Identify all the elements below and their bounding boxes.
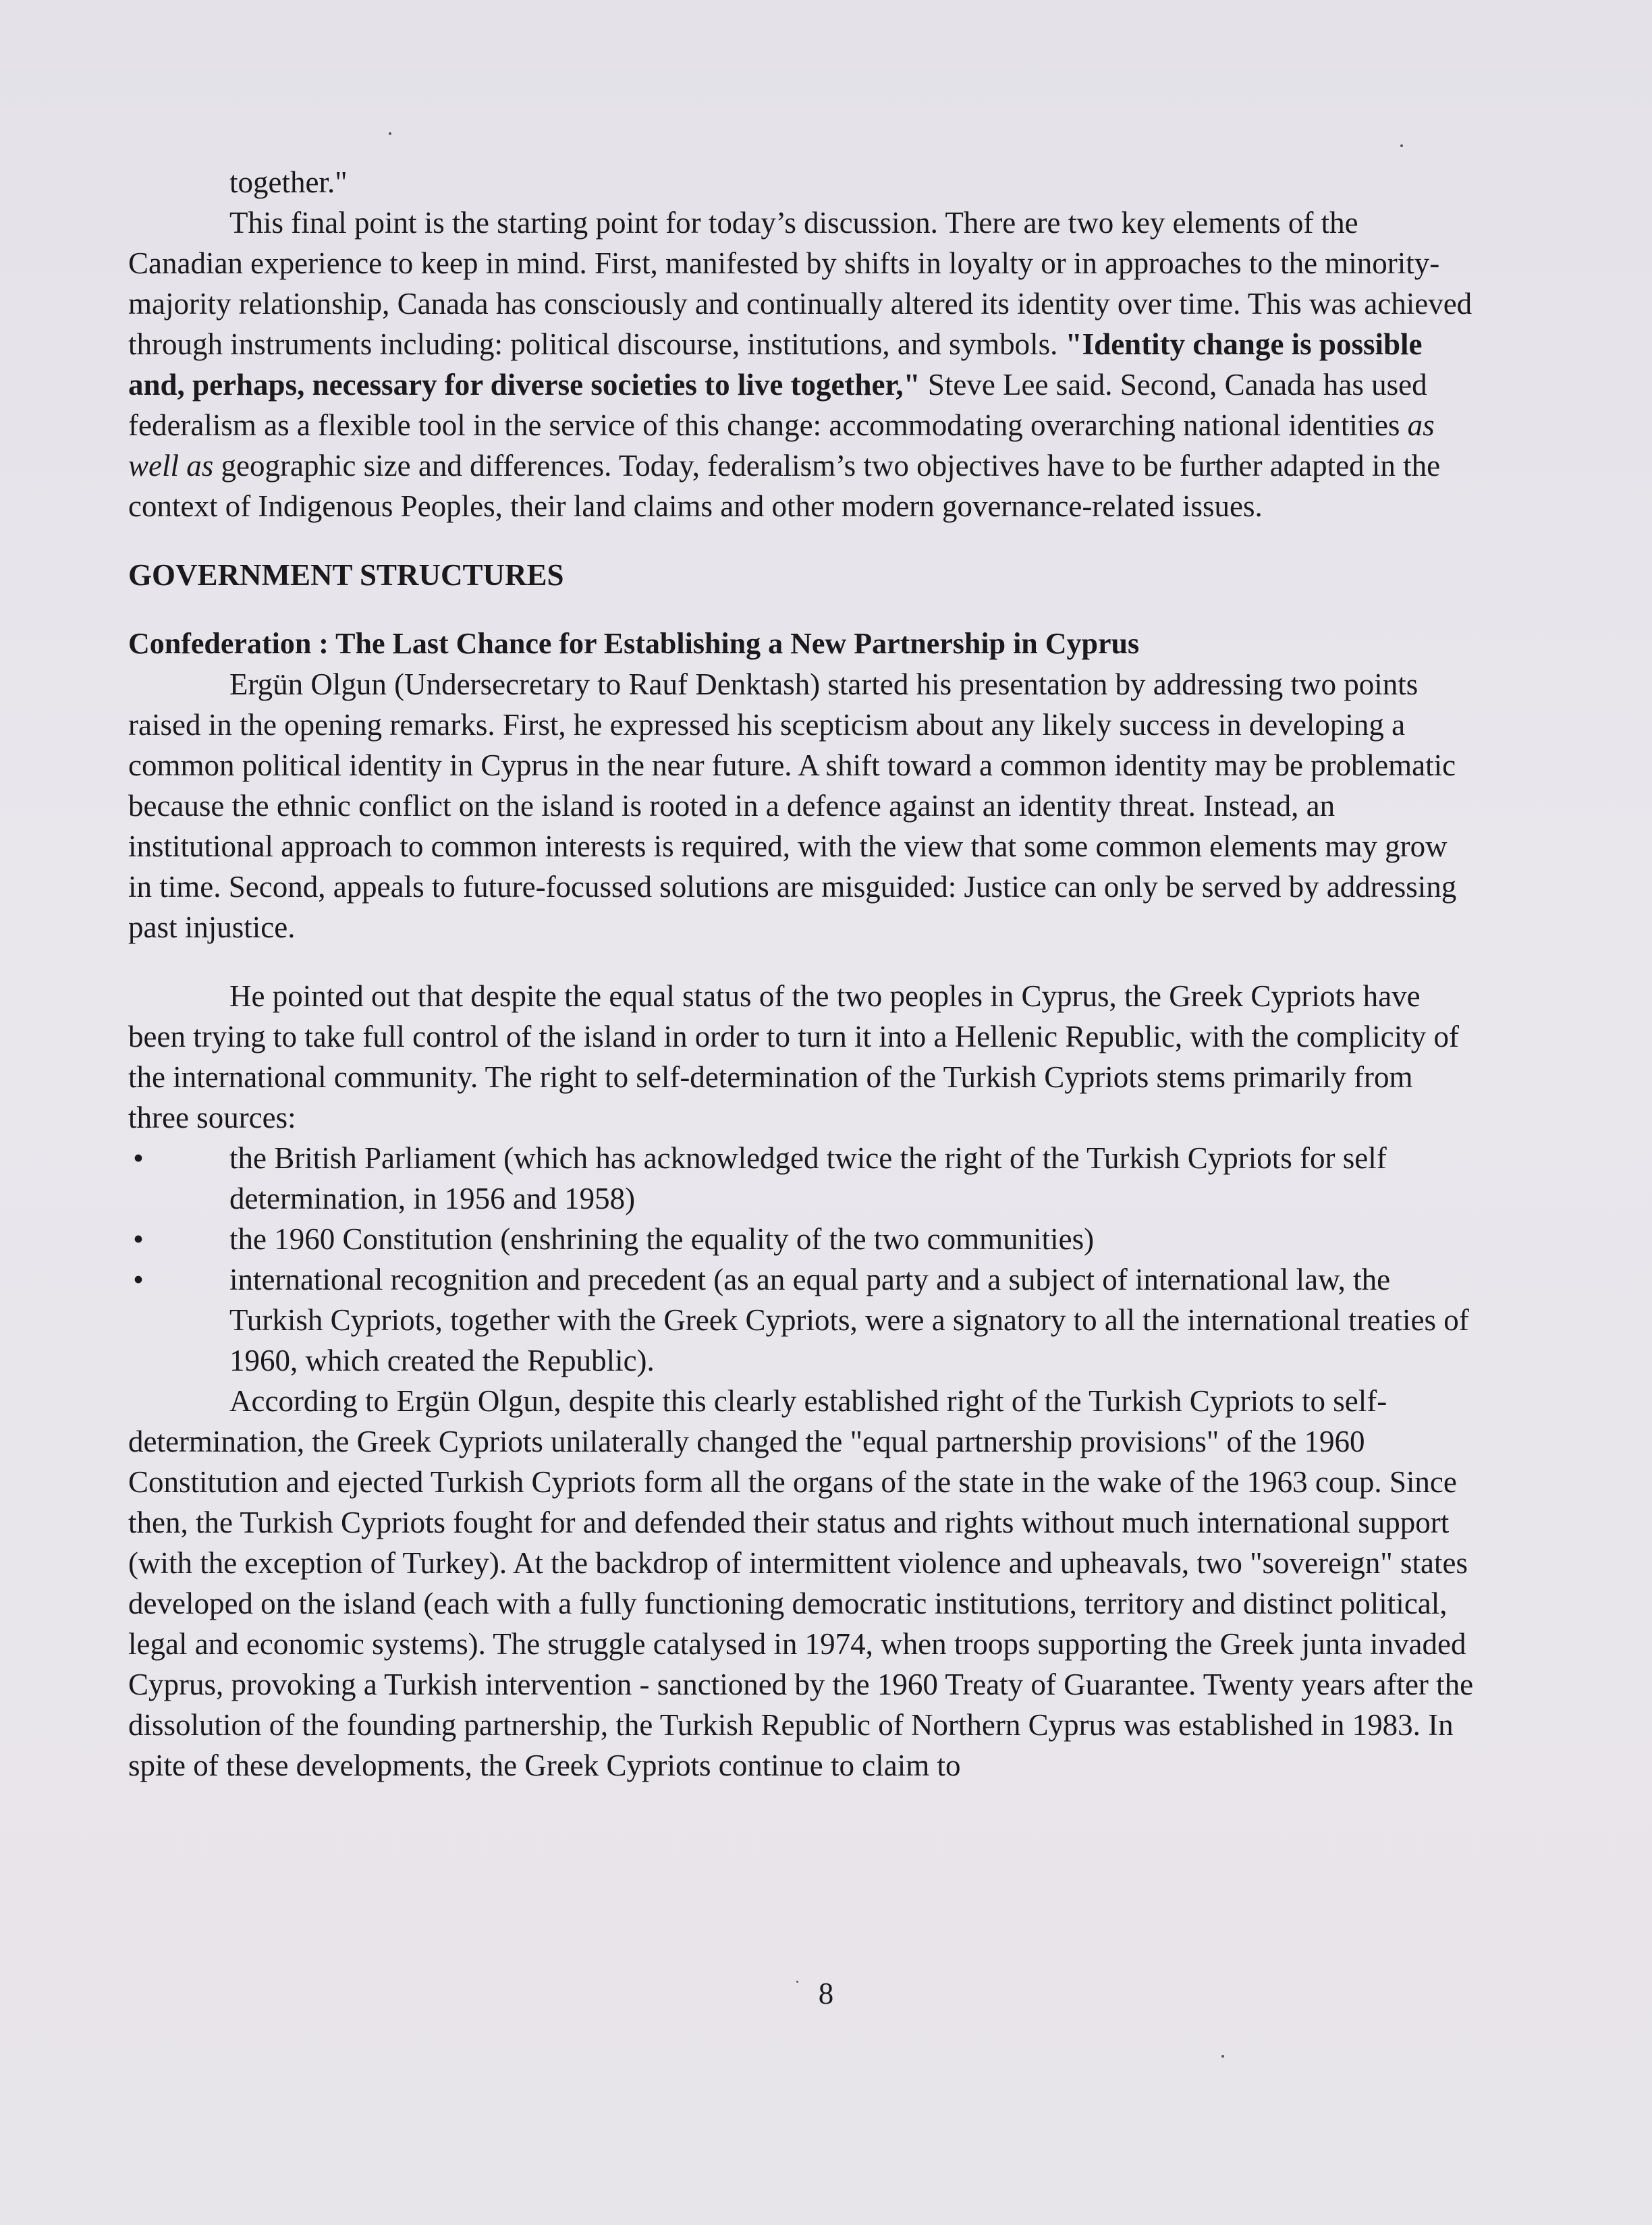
italic-phrase: as well as [128, 408, 1435, 483]
sources-list [128, 1138, 1478, 1381]
bullet-icon: • [133, 1222, 144, 1256]
scan-speck [1400, 144, 1403, 147]
section-heading: GOVERNMENT STRUCTURES [128, 558, 564, 592]
bullet-icon: • [133, 1263, 144, 1296]
bullet-icon: • [133, 1141, 144, 1175]
scan-speck [389, 132, 391, 135]
list-item-text: the 1960 Constitution (enshrining the equality of the two communities) [229, 1222, 1095, 1256]
paragraph-history: According to Ergün Olgun, despite this clearly established right of the Turkish Cypriots to self-determination, the Greek Cypriots unilaterally changed the "equal partnership provisions" of the 1960 Constitution and ejected Turkish Cypriots form all the organs of the state in the wake of the 1963 coup. Since then, the Turkish Cypriots fought for and defended their status and rights without much international support (with the exception of Turkey). At the backdrop of intermittent violence and upheavals, two "sovereign" states developed on the island (each with a fully functioning democratic institutions, territory and distinct political, legal and economic systems). The struggle catalysed in 1974, when troops supporting the Greek junta invaded Cyprus, provoking a Turkish intervention - sanctioned by the 1960 Treaty of Guarantee. Twenty years after the dissolution of the founding partnership, the Turkish Republic of Northern Cyprus was established in 1983. In spite of these developments, the Greek Cypriots continue to claim to [128, 1384, 1474, 1782]
paragraph-self-determination: He pointed out that despite the equal status of the two peoples in Cyprus, the Greek Cypriots have been trying to take full control of the island in order to turn it into a Hellenic Republic, with the complicity of the international community. The right to self-determination of the Turkish Cypriots stems primarily from three sources: [128, 979, 1460, 1134]
opening-paragraph-text-end: geographic size and differences. Today, federalism’s two objectives have to be further adapted in the context of Indigenous Peoples, their land claims and other modern governance-related issues. [128, 449, 1441, 523]
opening-paragraph [128, 202, 1478, 526]
list-item-text: the British Parliament (which has acknowledged twice the right of the Turkish Cypriots for self determination, in 1956 and 1958) [229, 1141, 1387, 1215]
page-number: 8 [818, 1977, 834, 2010]
list-item [128, 1219, 1478, 1259]
list-item [128, 1259, 1478, 1381]
list-item-text: international recognition and precedent (as an equal party and a subject of international law, the Turkish Cypriots, together with the Greek Cypriots, were a signatory to all the international treaties of 1960, which created the Republic). [229, 1263, 1469, 1377]
document-body [128, 162, 1478, 1786]
paragraph-olgun-intro: Ergün Olgun (Undersecretary to Rauf Denktash) started his presentation by addressing two points raised in the opening remarks. First, he expressed his scepticism about any likely success in developing a common political identity in Cyprus in the near future. A shift toward a common identity may be problematic because the ethnic conflict on the island is rooted in a defence against an identity threat. Instead, an institutional approach to common interests is required, with the view that some common elements may grow in time. Second, appeals to future-focussed solutions are misguided: Justice can only be served by addressing past injustice. [128, 667, 1457, 944]
opening-paragraph-text-start: This final point is the starting point for today’s discussion. There are two key elements of the Canadian experience to keep in mind. First, manifested by shifts in loyalty or in approaches to the minority-majority relationship, Canada has consciously and continually altered its identity over time. This was achieved through instruments including: political discourse, institutions, and symbols. [128, 206, 1472, 361]
subsection-heading: Confederation : The Last Chance for Establishing a New Partnership in Cyprus [128, 627, 1140, 660]
list-item [128, 1138, 1478, 1219]
continued-line: together." [229, 165, 348, 199]
bold-quote: "Identity change is possible and, perhaps, necessary for diverse societies to live together," [128, 327, 1423, 402]
opening-paragraph-text-mid: Steve Lee said. Second, Canada has used federalism as a flexible tool in the service of this change: accommodating overarching national identities [128, 368, 1427, 442]
scan-speck [1221, 2055, 1224, 2058]
